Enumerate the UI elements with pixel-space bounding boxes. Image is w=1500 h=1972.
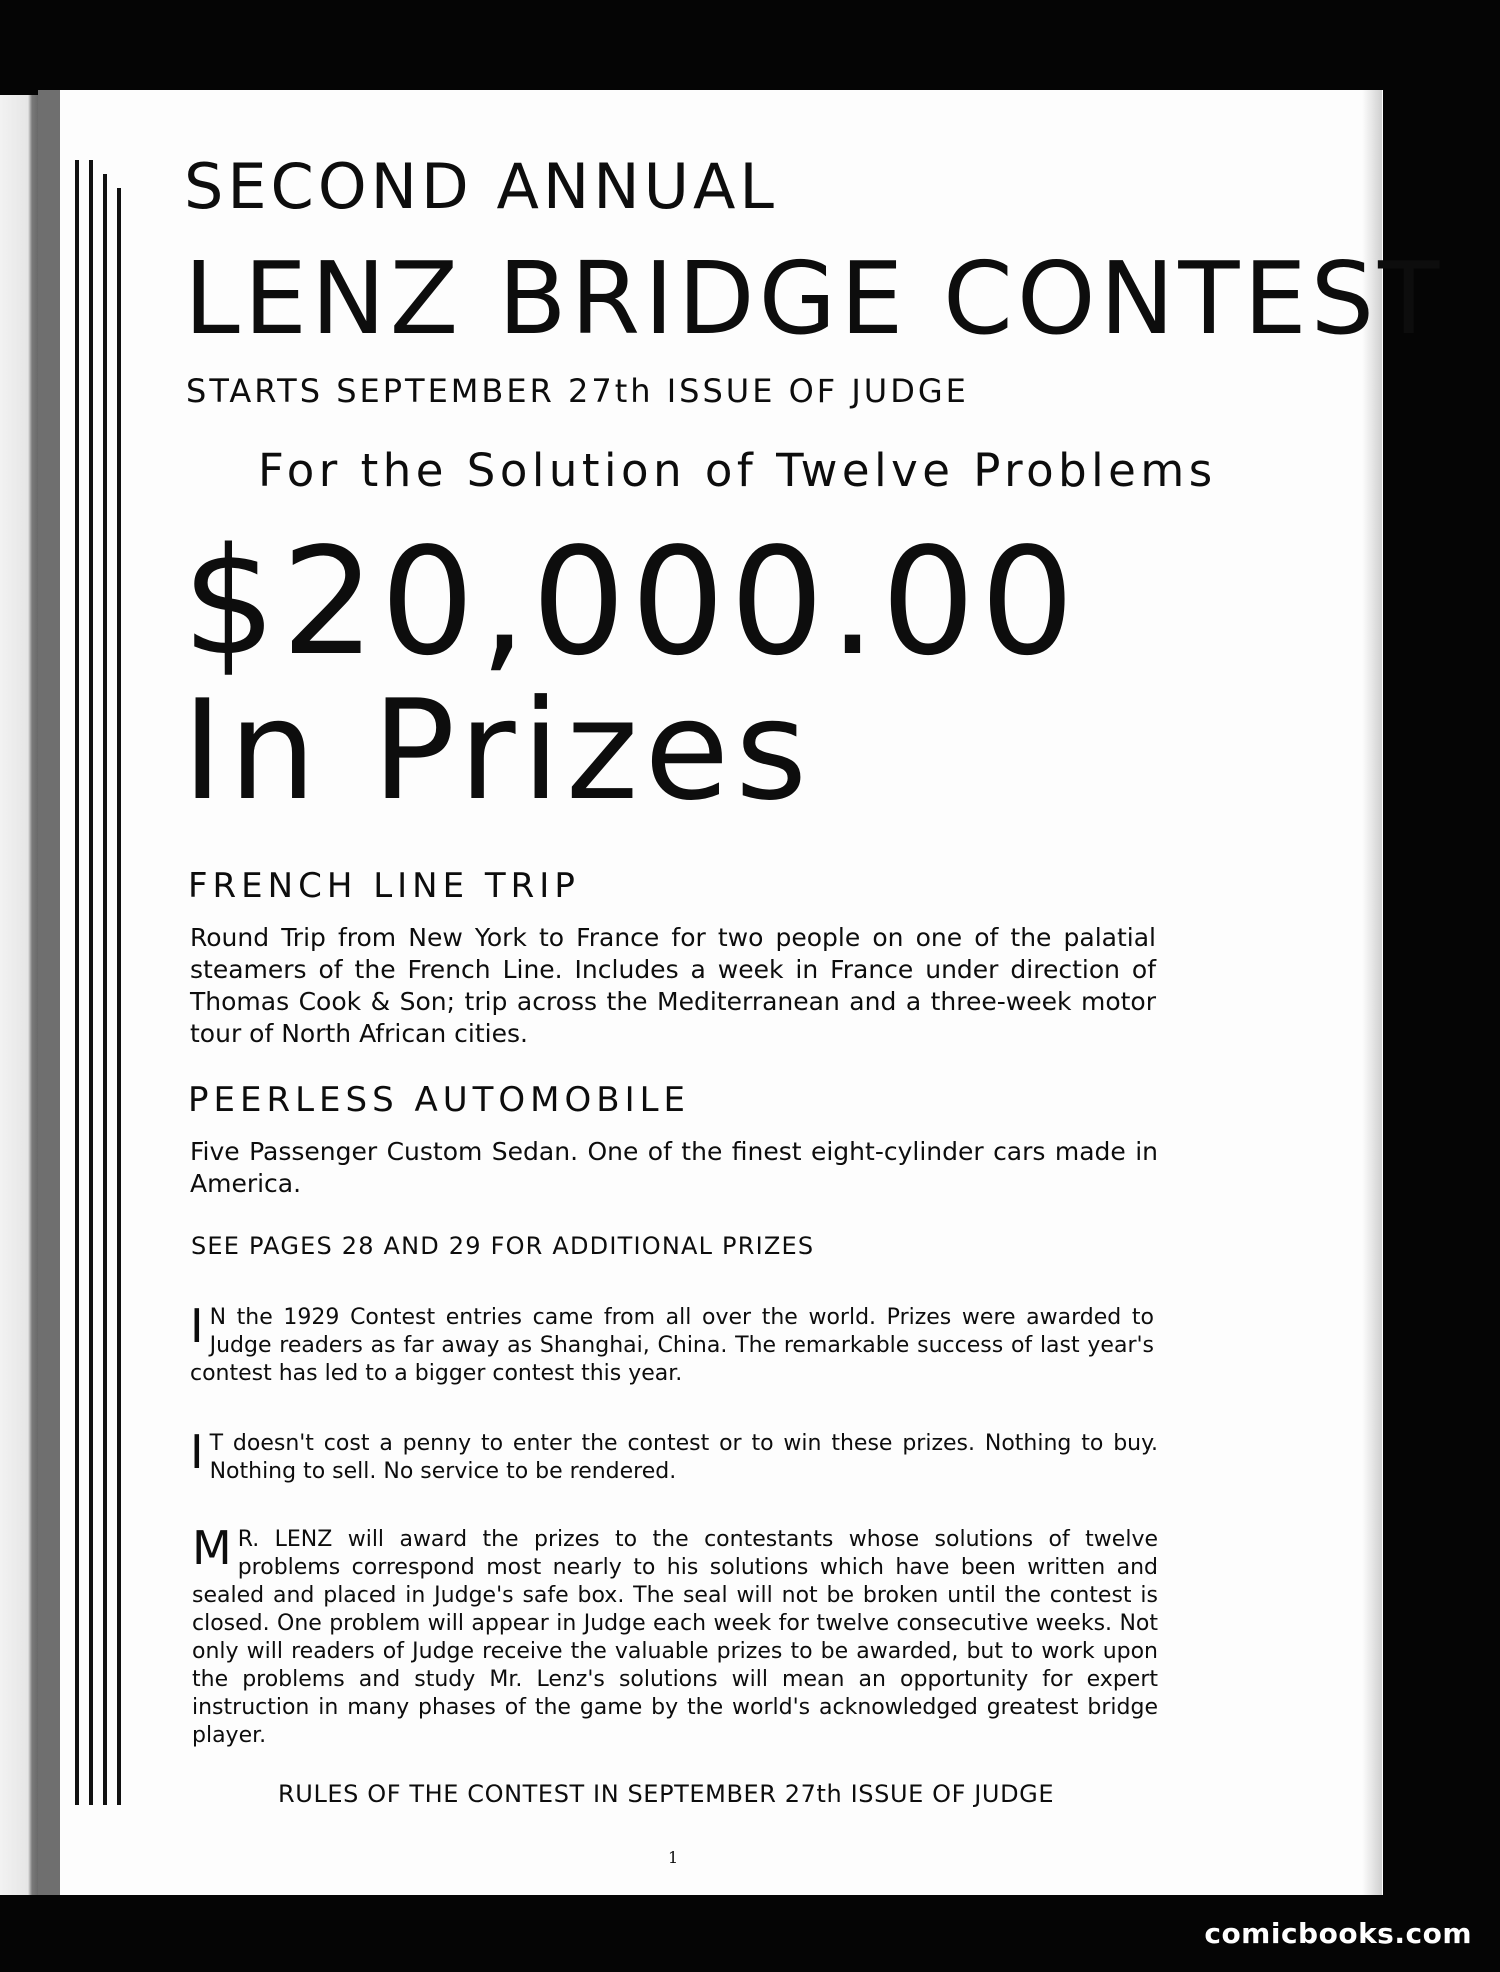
paragraph-1929-contest — [190, 1299, 1154, 1388]
page-number: 1 — [668, 1848, 679, 1867]
prize-label: In Prizes — [182, 670, 814, 831]
heading-contest-title: LENZ BRIDGE CONTEST — [184, 240, 1444, 357]
drop-cap: M — [192, 1521, 232, 1575]
heading-solution-line: For the Solution of Twelve Problems — [258, 444, 1217, 497]
see-pages-note: SEE PAGES 28 AND 29 FOR ADDITIONAL PRIZES — [191, 1232, 815, 1260]
drop-cap: I — [190, 1425, 204, 1479]
watermark: comicbooks.com — [1204, 1917, 1472, 1950]
paragraph-mr-lenz — [192, 1521, 1158, 1750]
section-text-peerless: Five Passenger Custom Sedan. One of the finest eight-cylinder cars made in America. — [190, 1137, 1158, 1198]
rules-of-contest-line: RULES OF THE CONTEST IN SEPTEMBER 27th ISSUE OF JUDGE — [278, 1780, 1055, 1808]
paragraph-text: T doesn't cost a penny to enter the contest or to win these prizes. Nothing to buy. Nothing to sell. No service to be rendered. — [209, 1431, 1158, 1484]
section-text-french-line: Round Trip from New York to France for two people on one of the palatial steamers of the French Line. Includes a week in France under direction of Thomas Cook & Son; trip across the Mediterranean and a three-week motor tour of North African cities. — [190, 923, 1156, 1048]
paragraph-text: N the 1929 Contest entries came from all over the world. Prizes were awarded to Judge readers as far away as Shanghai, China. The remarkable success of last year's contest has led to a bigger contest this year. — [190, 1305, 1154, 1386]
paragraph-text: R. LENZ will award the prizes to the contestants whose solutions of twelve problems correspond most nearly to his solutions which have been written and sealed and placed in Judge's safe box. The seal will not be broken until the contest is closed. One problem will appear in Judge each week for twelve consecutive weeks. Not only will readers of Judge receive the valuable prizes to be awarded, but to work upon the problems and study Mr. Lenz's solutions will mean an opportunity for expert instruction in many phases of the game by the world's acknowledged greatest bridge player. — [192, 1527, 1158, 1748]
heading-start-date: STARTS SEPTEMBER 27th ISSUE OF JUDGE — [186, 372, 969, 410]
heading-second-annual: SECOND ANNUAL — [184, 150, 778, 223]
drop-cap: I — [190, 1299, 204, 1353]
prize-amount: $20,000.00 — [182, 516, 1080, 688]
paragraph-no-cost — [190, 1425, 1158, 1486]
section-title-peerless: PEERLESS AUTOMOBILE — [188, 1080, 691, 1120]
section-title-french-line: FRENCH LINE TRIP — [188, 866, 580, 906]
